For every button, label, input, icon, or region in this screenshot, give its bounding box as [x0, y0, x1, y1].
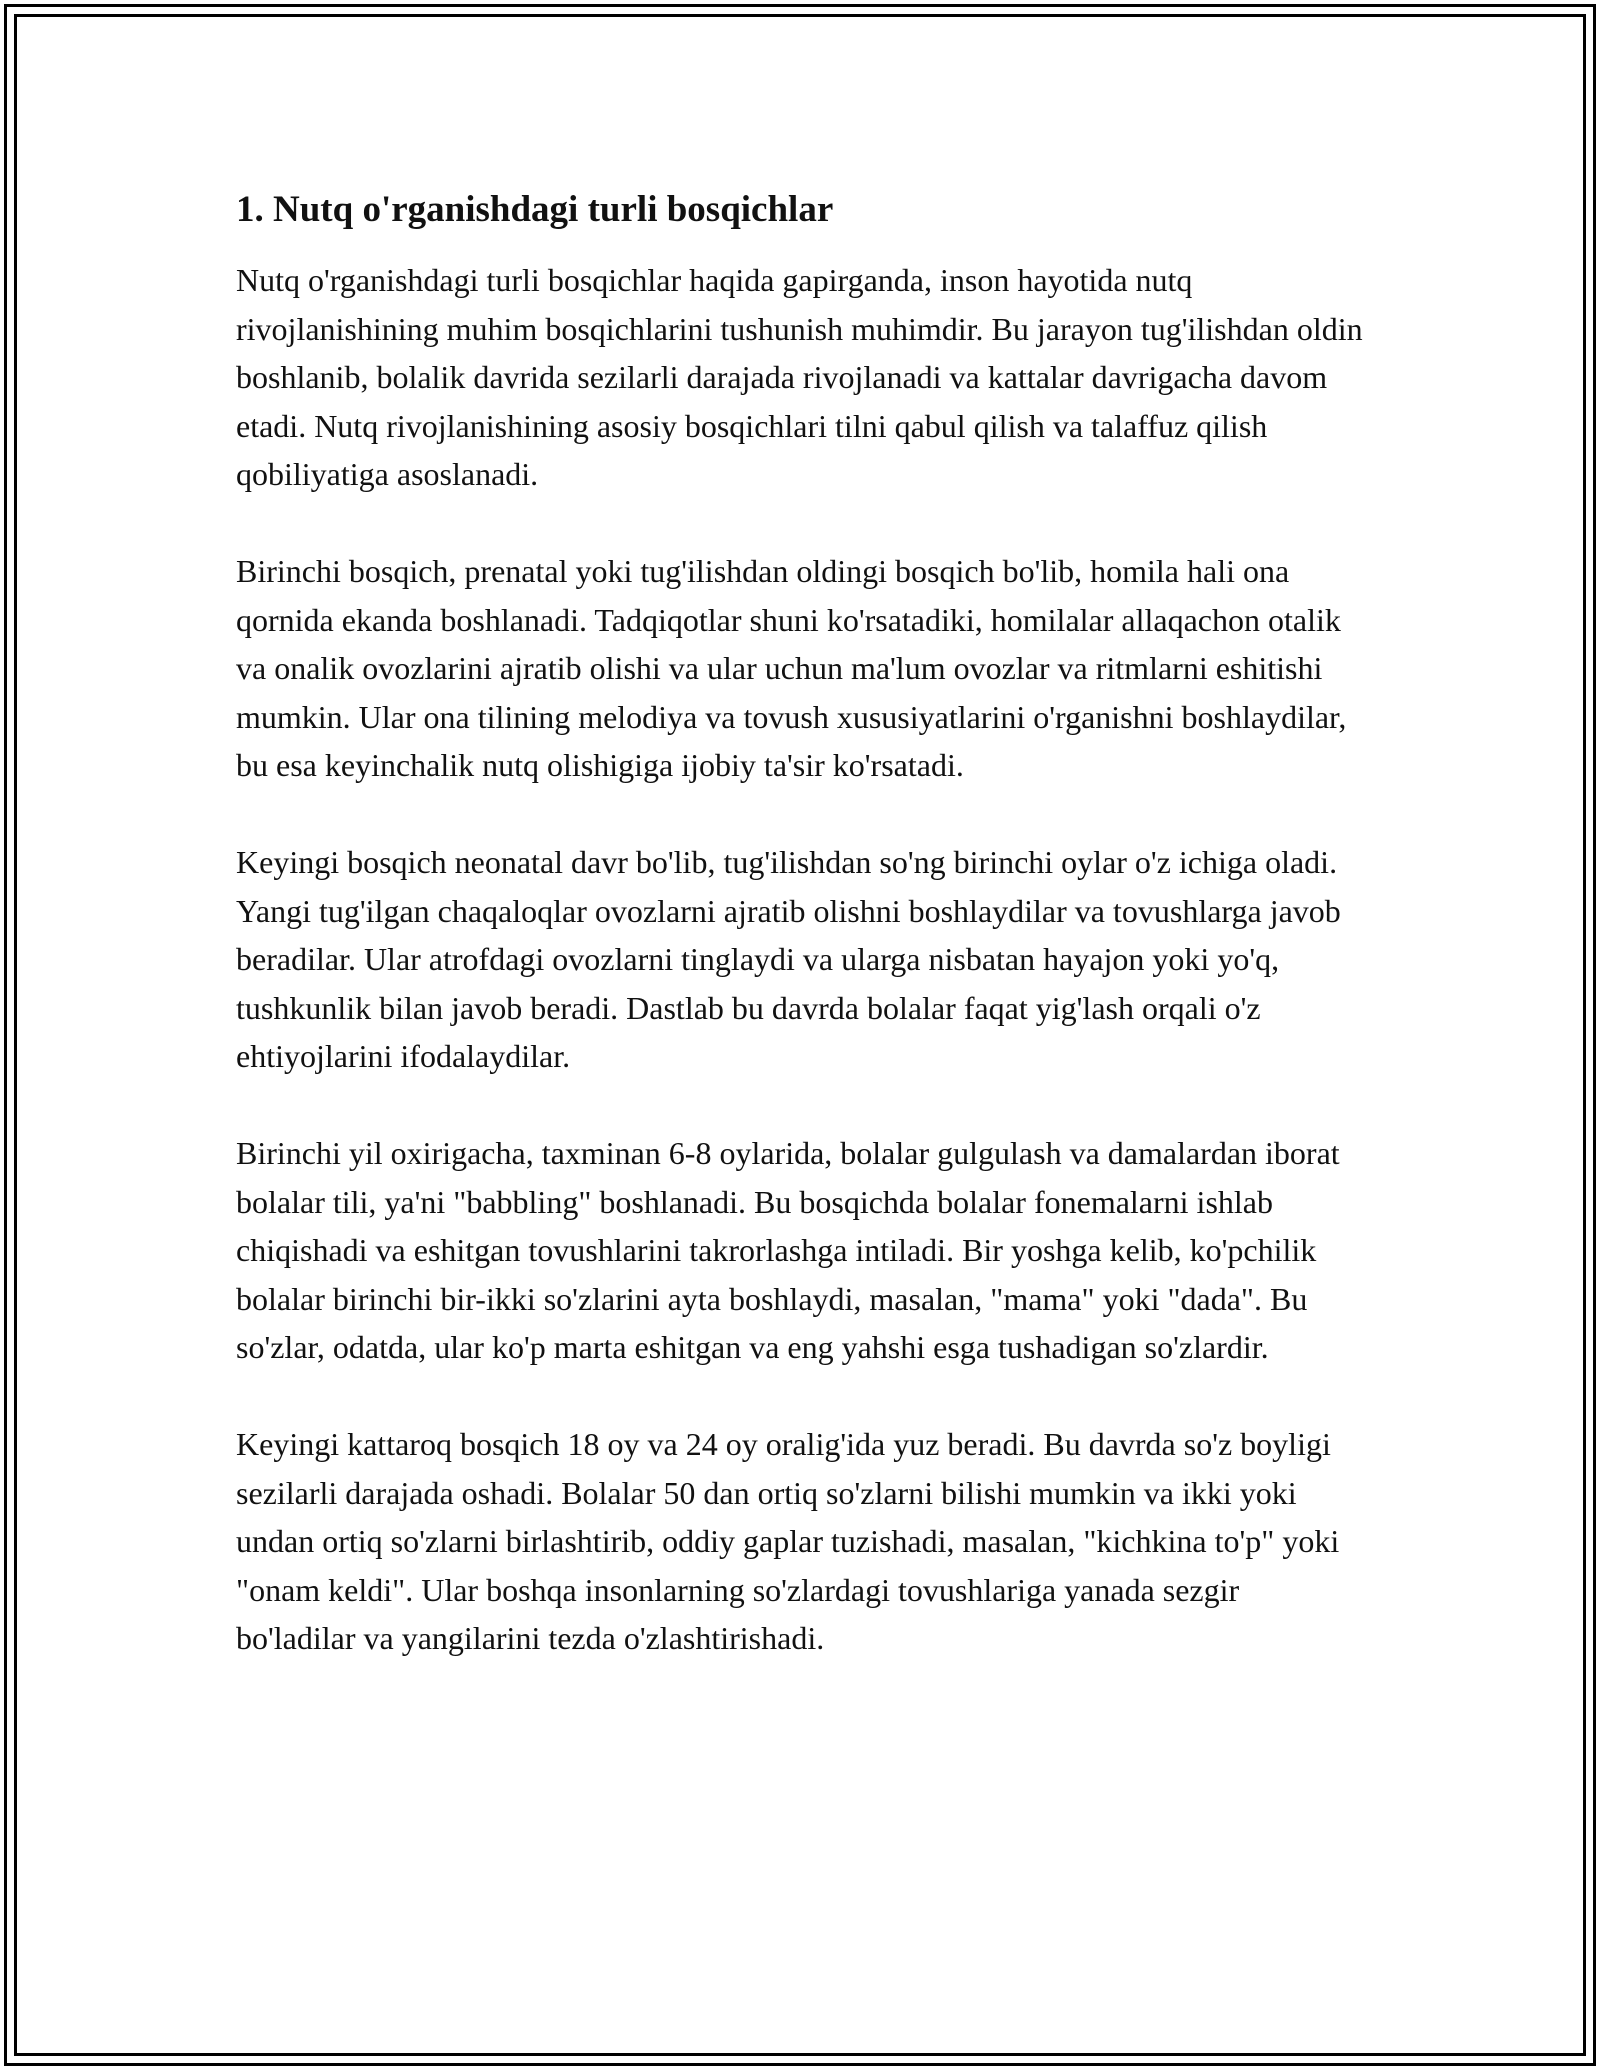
document-body	[236, 186, 1364, 1711]
paragraph-neonatal-stage: Keyingi bosqich neonatal davr bo'lib, tug'ilishdan so'ng birinchi oylar o'z ichiga oladi. Yangi tug'ilgan chaqaloqlar ovozlarni ajratib olishni boshlaydilar va tovushlarga javob beradilar. Ular atrofdagi ovozlarni tinglaydi va ularga nisbatan hayajon yoki yo'q, tushkunlik bilan javob beradi. Dastlab bu davrda bolalar faqat yig'lash orqali o'z ehtiyojlarini ifodalaydilar.	[236, 844, 1341, 1074]
paragraph-prenatal-stage: Birinchi bosqich, prenatal yoki tug'ilishdan oldingi bosqich bo'lib, homila hali ona qornida ekanda boshlanadi. Tadqiqotlar shuni ko'rsatadiki, homilalar allaqachon otalik va onalik ovozlarini ajratib olishi va ular uchun ma'lum ovozlar va ritmlarni eshitishi mumkin. Ular ona tilining melodiya va tovush xususiyatlarini o'rganishni boshlaydilar, bu esa keyinchalik nutq olishigiga ijobiy ta'sir ko'rsatadi.	[236, 553, 1347, 783]
section-heading: 1. Nutq o'rganishdagi turli bosqichlar	[236, 189, 834, 230]
paragraph-intro: Nutq o'rganishdagi turli bosqichlar haqida gapirganda, inson hayotida nutq rivojlanishining muhim bosqichlarini tushunish muhimdir. Bu jarayon tug'ilishdan oldin boshlanib, bolalik davrida sezilarli darajada rivojlanadi va kattalar davrigacha davom etadi. Nutq rivojlanishining asosiy bosqichlari tilni qabul qilish va talaffuz qilish qobiliyatiga asoslanadi.	[236, 262, 1363, 492]
paragraph-babbling-stage: Birinchi yil oxirigacha, taxminan 6-8 oylarida, bolalar gulgulash va damalardan iborat bolalar tili, ya'ni "babbling" boshlanadi. Bu bosqichda bolalar fonemalarni ishlab chiqishadi va eshitgan tovushlarini takrorlashga intiladi. Bir yoshga kelib, ko'pchilik bolalar birinchi bir-ikki so'zlarini ayta boshlaydi, masalan, "mama" yoki "dada". Bu so'zlar, odatda, ular ko'p marta eshitgan va eng yahshi esga tushadigan so'zlardir.	[236, 1135, 1340, 1365]
paragraph-vocabulary-stage: Keyingi kattaroq bosqich 18 oy va 24 oy oralig'ida yuz beradi. Bu davrda so'z boyligi sezilarli darajada oshadi. Bolalar 50 dan ortiq so'zlarni bilishi mumkin va ikki yoki undan ortiq so'zlarni birlashtirib, oddiy gaplar tuzishadi, masalan, "kichkina to'p" yoki "onam keldi". Ular boshqa insonlarning so'zlardagi tovushlariga yanada sezgir bo'ladilar va yangilarini tezda o'zlashtirishadi.	[236, 1426, 1340, 1656]
